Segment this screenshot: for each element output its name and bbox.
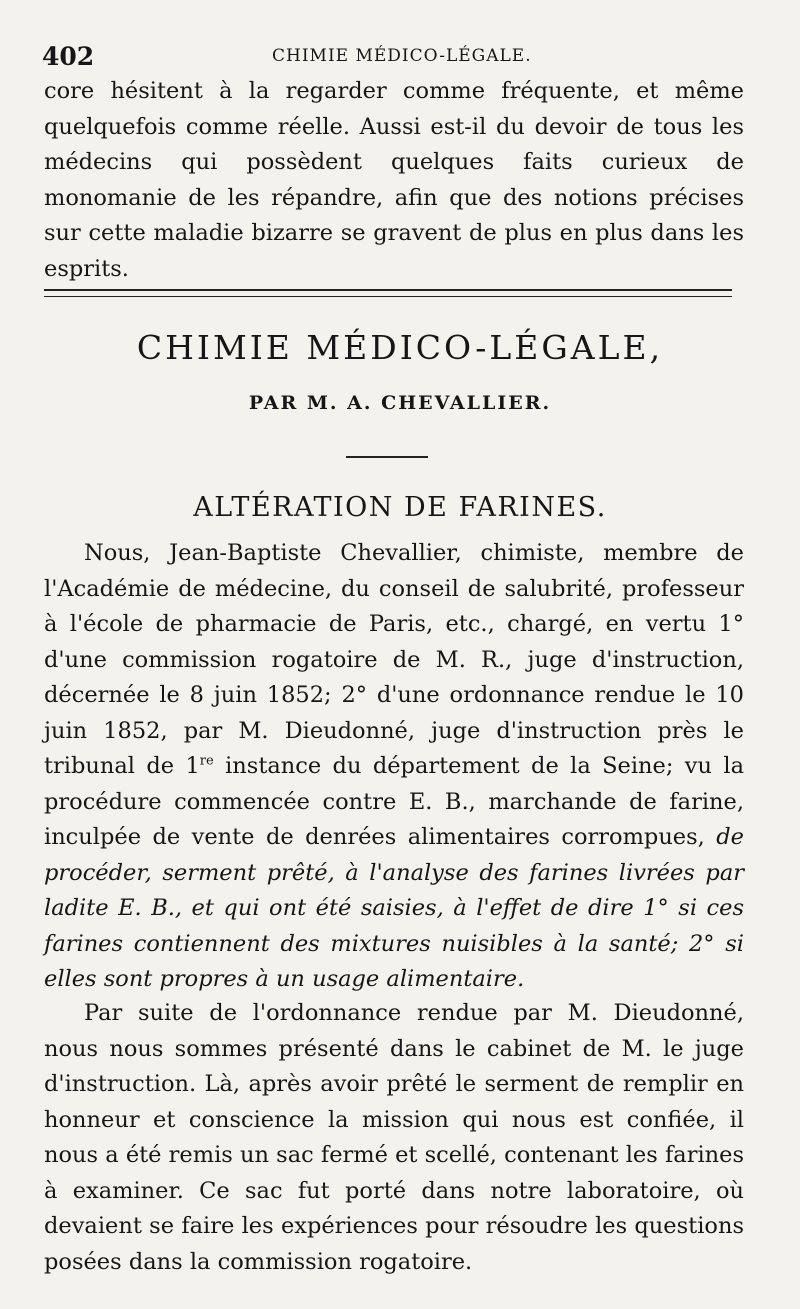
paragraph-continuation: core hésitent à la regarder comme fréquente, et même quelquefois comme réelle. Aussi est-il du devoir de tous les médecins qui possèdent quelques faits curieux de monomanie de les répandre, afin que des notions précises sur cette maladie bizarre se gravent de plus en plus dans les esprits. [44, 78, 744, 282]
ordinal-superscript: re [199, 753, 214, 769]
double-rule-top [44, 289, 732, 291]
commission-italic: de procéder, serment prêté, à l'analyse des farines livrées par ladite E. B., et qui ont été saisies, à l'effet de dire 1° si ces farines contiennent des mixtures nuisibles à la santé; 2° si elles sont propres à un usage alimentaire. [44, 824, 744, 992]
author-line: PAR M. A. CHEVALLIER. [248, 392, 552, 414]
paragraph-procedure: Par suite de l'ordonnance rendue par M. Dieudonné, nous nous sommes présenté dans le cabinet de M. le juge d'instruction. Là, après avoir prêté le serment de remplir en honneur et conscience la mission qui nous est confiée, il nous a été remis un sac fermé et scellé, contenant les farines à examiner. Ce sac fut porté dans notre laboratoire, où devaient se faire les expériences pour résoudre les questions posées dans la commission rogatoire. [44, 1000, 744, 1275]
short-divider [346, 456, 428, 458]
commission-text-a: Nous, Jean-Baptiste Chevallier, chimiste, membre de l'Académie de médecine, du conseil de salubrité, professeur à l'école de pharmacie de Paris, etc., chargé, en vertu 1° d'une commission rogatoire de M. R., juge d'instruction, décernée le 8 juin 1852; 2° d'une ordonnance rendue le 10 juin 1852, par M. Dieudonné, juge d'instruction près le tribunal de 1 [44, 540, 744, 779]
double-rule-bottom [44, 296, 732, 297]
paragraph-commission [44, 536, 744, 998]
commission-text-b: instance du département de la Seine; vu la procédure commencée contre E. B., marchande de farine, inculpée de vente de denrées alimentaires corrompues, [44, 753, 744, 850]
section-title: CHIMIE MÉDICO-LÉGALE, [136, 328, 664, 367]
running-title: CHIMIE MÉDICO-LÉGALE. [272, 46, 532, 66]
article-subtitle: ALTÉRATION DE FARINES. [193, 492, 607, 523]
page-number: 402 [42, 42, 95, 71]
running-head [42, 38, 742, 78]
